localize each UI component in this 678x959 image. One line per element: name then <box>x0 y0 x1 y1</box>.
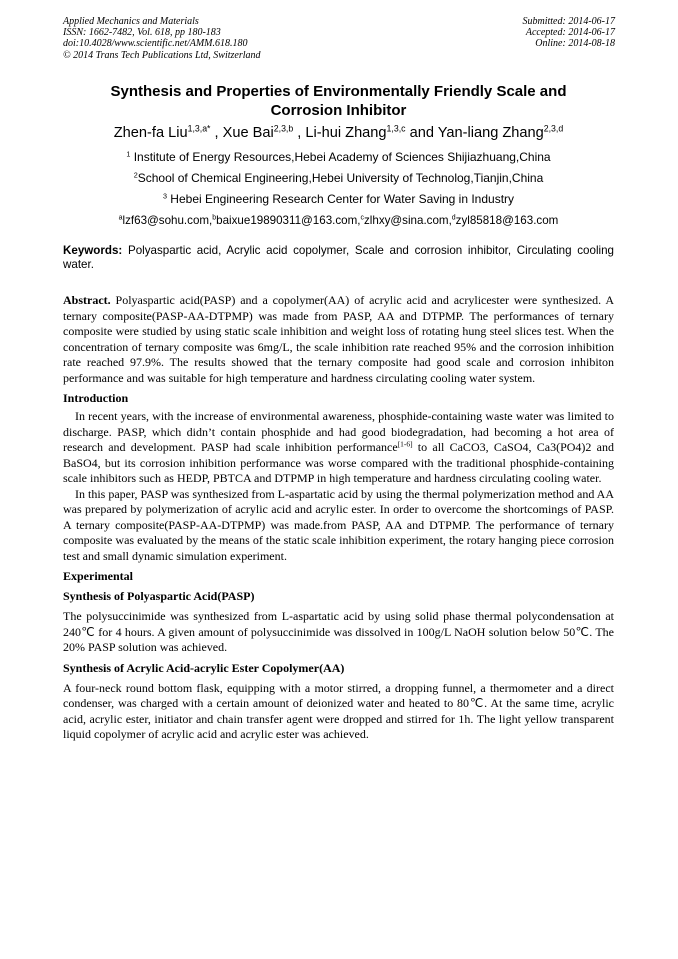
author-separator: , <box>210 125 223 141</box>
affiliation-number: 3 <box>162 191 167 201</box>
author-name: Yan-liang Zhang <box>437 125 544 141</box>
intro-text: to all CaCO3, CaSO4, Ca3(PO4)2 and BaSO4, but its corrosion inhibition performance was worse compared with the traditional phosphide-containing scale inhibitors such as HEDP, PBTCA and DTPMP in high temperature and hardness circulating cooling water. <box>63 440 614 486</box>
experimental-paragraph-1: The polysuccinimide was synthesized from L-aspartatic acid by using solid phase thermal polycondensation at 240℃ for 4 hours. A given amount of polysuccinimide was dissolved in 100g/L NaOH solution below 50℃. The 20% PASP solution was achieved. <box>63 609 614 655</box>
section-heading-introduction: Introduction <box>63 391 129 406</box>
issn-line: ISSN: 1662-7482, Vol. 618, pp 180-183 <box>63 27 221 39</box>
email-mark: d <box>451 214 456 222</box>
submitted-date: Submitted: 2014-06-17 <box>522 16 615 27</box>
email-address: lzf63@sohu.com, <box>122 214 213 227</box>
email-address: zyl85818@163.com <box>455 214 559 227</box>
author-name: Li-hui Zhang <box>305 125 387 141</box>
article-body <box>63 82 614 743</box>
author-affiliation-mark: 1,3,a* <box>187 123 211 134</box>
copyright-line: © 2014 Trans Tech Publications Ltd, Switzerland <box>63 49 261 61</box>
paper-title <box>63 82 614 120</box>
abstract <box>63 293 614 386</box>
keywords-text: Polyaspartic acid, Acrylic acid copolymer, Scale and corrosion inhibitor, Circulating cooling water. <box>63 244 614 271</box>
affiliation <box>63 171 614 185</box>
title-line-1: Synthesis and Properties of Environmentally Friendly Scale and <box>110 83 567 100</box>
title-line-2: Corrosion Inhibitor <box>270 102 407 119</box>
affiliation <box>63 150 614 164</box>
email-address: zlhxy@sina.com, <box>364 214 452 227</box>
affiliation-text: Hebei Engineering Research Center for Water Saving in Industry <box>166 192 515 206</box>
keywords-label: Keywords: <box>63 244 123 257</box>
experimental-paragraph-2: A four-neck round bottom flask, equipping with a motor stirred, a dropping funnel, a thermometer and a direct condenser, was charged with a certain amount of deionized water and heated to 80℃. At the same time, acrylic acid, acrylic ester, initiator and chain transfer agent were dropped and stirred for 1h. The light yellow transparent liquid copolymer of acrylic acid and acrylic ester was achieved. <box>63 680 614 742</box>
author-affiliation-mark: 1,3,c <box>386 123 406 134</box>
journal-name: Applied Mechanics and Materials <box>63 16 199 27</box>
affiliation-number: 1 <box>126 149 131 159</box>
email-mark: a <box>118 214 123 222</box>
affiliation-text: Institute of Energy Resources,Hebei Academy of Sciences Shijiazhuang,China <box>130 150 551 164</box>
author-separator: , <box>293 125 306 141</box>
journal-info <box>63 16 261 61</box>
affiliation <box>63 192 614 206</box>
intro-paragraph-2: In this paper, PASP was synthesized from L-aspartatic acid by using the thermal polymerization method and AA was prepared by polymerization of acrylic acid and acrylic ester. In order to overcome the shortcomings of PASP. A ternary composite(PASP-AA-DTPMP) was made.from PASP, AA and DTPMP. The performance of ternary composite was evaluated by the means of the static scale inhibition experiment, the rotary hanging piece corrosion test and small dynamic simulation experiment. <box>63 486 614 563</box>
author-name: Zhen-fa Liu <box>113 125 188 141</box>
online-date: Online: 2014-08-18 <box>535 38 615 50</box>
author-affiliation-mark: 2,3,d <box>543 123 564 134</box>
abstract-text: Polyaspartic acid(PASP) and a copolymer(AA) of acrylic acid and acrylicester were synthesized. A ternary composite(PASP-AA-DTPMP) was made from PASP, AA and DTPMP. The performances of ternary composite were studied by using static scale inhibition and weight loss of rotating hung steel slices test. When the concentration of ternary composite was 6mg/L, the scale inhibition rate reached 95% and the corrosion inhibition rate reached 97.9%. The results showed that the ternary composite had good scale and corrosion inhibiton performance and was suitable for high temperature and hardness circulating cooling water system. <box>63 293 614 385</box>
subsection-heading-aa: Synthesis of Acrylic Acid-acrylic Ester Copolymer(AA) <box>63 660 345 675</box>
abstract-label: Abstract. <box>63 293 111 308</box>
affiliation-text: School of Chemical Engineering,Hebei University of Technolog,Tianjin,China <box>137 171 544 185</box>
email-mark: b <box>212 214 217 222</box>
citation-ref: [1-6] <box>397 439 413 449</box>
email-mark: c <box>360 214 364 222</box>
submission-dates <box>523 16 616 50</box>
doi-line: doi:10.4028/www.scientific.net/AMM.618.180 <box>63 38 248 50</box>
intro-text: In recent years, with the increase of environmental awareness, phosphide-containing waste water was limited to discharge. PASP, which didn’t contain phosphide and had good biodegradation, had becoming a hot area of research and development. PASP had scale inhibition performance <box>63 409 614 455</box>
subsection-heading-pasp: Synthesis of Polyaspartic Acid(PASP) <box>63 589 255 604</box>
author-separator: and <box>405 125 438 141</box>
section-heading-experimental: Experimental <box>63 569 133 584</box>
author-affiliation-mark: 2,3,b <box>273 123 294 134</box>
author-name: Xue Bai <box>222 125 274 141</box>
author-list <box>63 124 614 142</box>
intro-paragraph-1 <box>63 409 614 487</box>
accepted-date: Accepted: 2014-06-17 <box>525 27 615 39</box>
email-address: baixue19890311@163.com, <box>216 214 361 227</box>
affiliation-number: 2 <box>133 170 138 180</box>
email-list <box>63 214 614 228</box>
keywords <box>63 244 614 271</box>
